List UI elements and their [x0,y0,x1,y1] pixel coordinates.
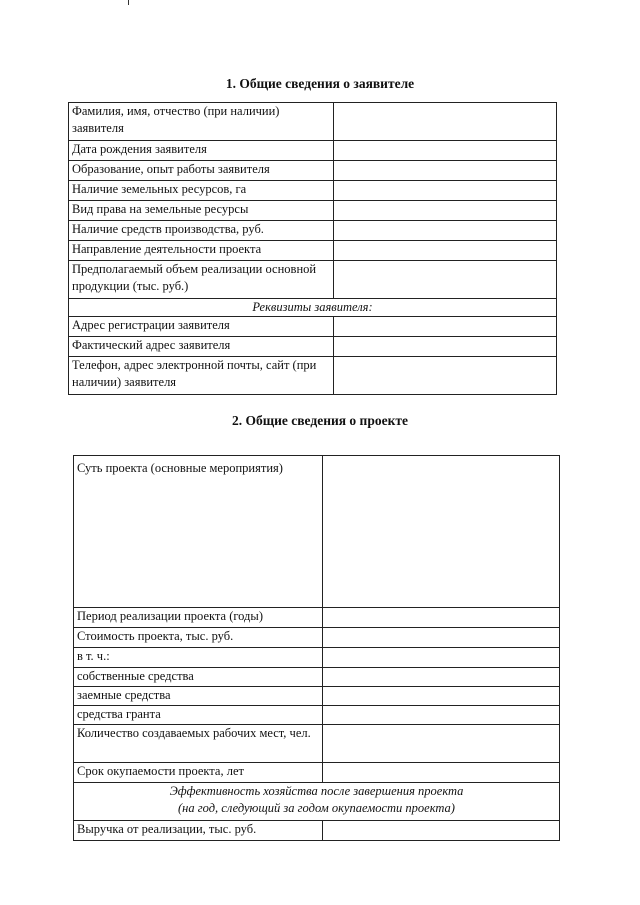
row-value-project-direction[interactable] [334,241,557,261]
scan-mark [128,0,129,5]
row-value-payback[interactable] [323,763,560,783]
row-label-grant-funds: средства гранта [74,706,323,725]
efficiency-line-2: (на год, следующий за годом окупаемости проекта) [178,800,455,815]
row-label-registration-address: Адрес регистрации заявителя [69,317,334,337]
row-label-project-direction: Направление деятельности проекта [69,241,334,261]
row-value-registration-address[interactable] [334,317,557,337]
efficiency-line-1: Эффективность хозяйства после завершения проекта [169,784,464,798]
row-label-education: Образование, опыт работы заявителя [69,161,334,181]
row-value-land-rights[interactable] [334,201,557,221]
row-label-land-rights: Вид права на земельные ресурсы [69,201,334,221]
row-value-project-essence[interactable] [323,456,560,608]
row-label-jobs: Количество создаваемых рабочих мест, чел. [74,725,323,763]
project-info-table [73,455,560,841]
row-label-production-means: Наличие средств производства, руб. [69,221,334,241]
row-value-education[interactable] [334,161,557,181]
row-value-production-means[interactable] [334,221,557,241]
requisites-heading: Реквизиты заявителя: [69,299,557,317]
row-label-sales-volume: Предполагаемый объем реализации основной продукции (тыс. руб.) [69,261,334,299]
row-value-jobs[interactable] [323,725,560,763]
row-label-including: в т. ч.: [74,648,323,668]
row-value-actual-address[interactable] [334,337,557,357]
section1-heading: 1. Общие сведения о заявителе [225,76,415,91]
row-value-birth-date[interactable] [334,141,557,161]
row-label-own-funds: собственные средства [74,668,323,687]
row-label-borrowed-funds: заемные средства [74,687,323,706]
row-label-actual-address: Фактический адрес заявителя [69,337,334,357]
applicant-info-table [68,102,557,395]
row-label-contacts: Телефон, адрес электронной почты, сайт (при наличии) заявителя [69,357,334,395]
row-label-payback: Срок окупаемости проекта, лет [74,763,323,783]
row-value-period[interactable] [323,608,560,628]
row-label-full-name: Фамилия, имя, отчество (при наличии) заявителя [69,103,334,141]
section2-heading: 2. Общие сведения о проекте [231,413,408,428]
row-value-own-funds[interactable] [323,668,560,687]
row-value-grant-funds[interactable] [323,706,560,725]
efficiency-heading [74,783,560,821]
row-value-full-name[interactable] [334,103,557,141]
row-label-land-resources: Наличие земельных ресурсов, га [69,181,334,201]
row-label-project-essence: Суть проекта (основные мероприятия) [74,456,323,608]
row-label-period: Период реализации проекта (годы) [74,608,323,628]
row-label-birth-date: Дата рождения заявителя [69,141,334,161]
row-value-including [323,648,560,668]
row-label-cost: Стоимость проекта, тыс. руб. [74,628,323,648]
row-value-sales-volume[interactable] [334,261,557,299]
row-value-borrowed-funds[interactable] [323,687,560,706]
row-value-revenue[interactable] [323,821,560,841]
row-value-land-resources[interactable] [334,181,557,201]
row-label-revenue: Выручка от реализации, тыс. руб. [74,821,323,841]
row-value-contacts[interactable] [334,357,557,395]
row-value-cost[interactable] [323,628,560,648]
